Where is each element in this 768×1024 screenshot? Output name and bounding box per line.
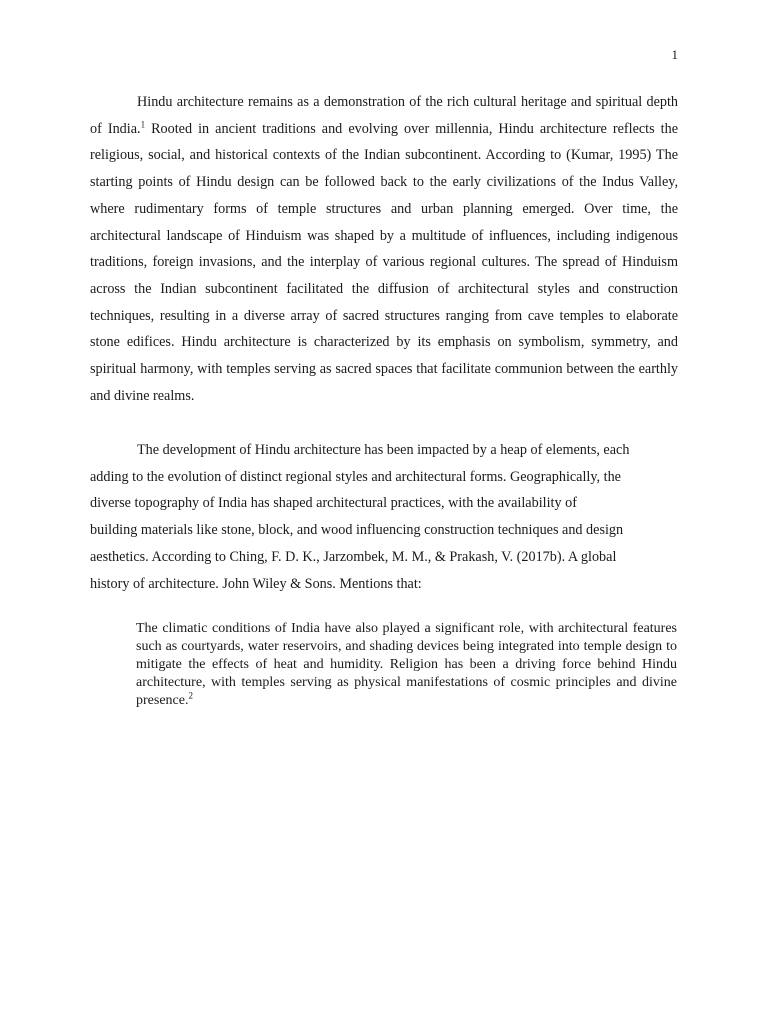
- intro-paragraph-text-start: Hindu architecture remains as a demonstration of the rich cultural heritage and spiritual depth of India.: [90, 94, 678, 137]
- development-line: diverse topography of India has shaped architectural practices, with the availability of: [90, 495, 577, 512]
- page-number: 1: [671, 47, 678, 62]
- intro-paragraph: [90, 89, 678, 409]
- development-line: adding to the evolution of distinct regional styles and architectural forms. Geographically, the: [90, 468, 621, 485]
- footnote-ref-1[interactable]: 1: [140, 118, 146, 129]
- development-line: The development of Hindu architecture has been impacted by a heap of elements, each: [137, 442, 630, 458]
- intro-paragraph-text-rest: Rooted in ancient traditions and evolving over millennia, Hindu architecture reflects the religious, social, and historical contexts of the Indian subcontinent. According to (Kumar, 1995) The starting points of Hindu design can be followed back to the early civilizations of the Indus Valley, where rudimentary forms of temple structures and urban planning emerged. Over time, the architectural landscape of Hinduism was shaped by a multitude of influences, including indigenous traditions, foreign invasions, and the interplay of various regional cultures. The spread of Hinduism across the Indian subcontinent facilitated the diffusion of architectural styles and construction techniques, resulting in a diverse array of sacred structures ranging from cave temples to elaborate stone edifices. Hindu architecture is characterized by its emphasis on symbolism, symmetry, and spiritual harmony, with temples serving as sacred spaces that facilitate communion between the earthly and divine realms.: [90, 120, 678, 404]
- development-line: aesthetics. According to Ching, F. D. K., Jarzombek, M. M., & Prakash, V. (2017b). A global: [90, 548, 617, 565]
- block-quote-text: The climatic conditions of India have also played a significant role, with architectural features such as courtyards, water reservoirs, and shading devices being integrated into temple design to mitigate the effects of heat and humidity. Religion has been a driving force behind Hindu architecture, with temples serving as physical manifestations of cosmic principles and divine presence.: [136, 621, 677, 708]
- development-paragraph: [90, 437, 678, 597]
- development-line: building materials like stone, block, and wood influencing construction techniques and design: [90, 522, 624, 539]
- development-line: history of architecture. John Wiley & Sons. Mentions that:: [90, 575, 422, 592]
- footnote-ref-2[interactable]: 2: [188, 690, 193, 701]
- block-quote: [136, 620, 677, 710]
